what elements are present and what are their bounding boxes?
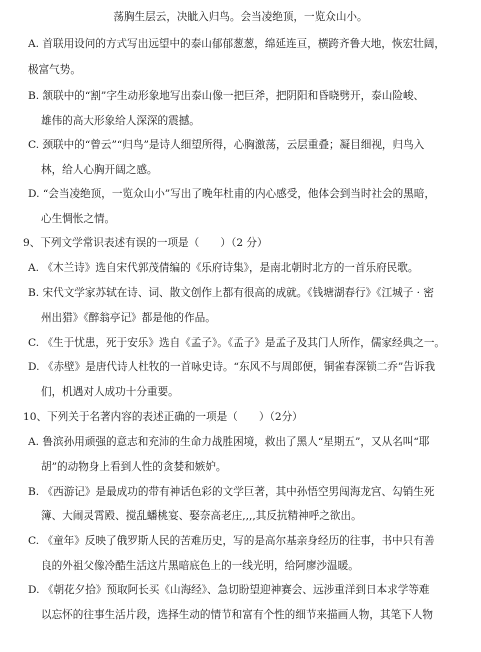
q9-option-c: C. 《生于忧患，死于安乐》选自《孟子》。《孟子》是孟子及其门人所作，儒家经典之一。 (28, 337, 446, 349)
q10-option-a-cont: 胡”的动物身上看到人性的贪婪和嫉妒。 (41, 461, 227, 473)
q8-option-d: D. “会当凌绝顶，一览众山小”写出了晚年杜甫的内心感受，他体会到当时社会的黑暗， (28, 188, 436, 200)
q9-stem: 9、下列文学常识表述有误的一项是（ ）（2 分） (23, 237, 268, 249)
q8-option-c: C. 颈联中的“曾云”“归鸟”是诗人细望所得，心胸激荡，云层重叠；凝目细视，归鸟入 (28, 139, 425, 151)
q10-stem: 10、下列关于名著内容的表述正确的一项是（ ）（2分） (23, 411, 303, 423)
q10-option-a: A. 鲁滨孙用顽强的意志和充沛的生命力战胜困境，救出了黑人“星期五”，又从名叫“耶 (28, 436, 430, 448)
q10-option-b: B. 《西游记》是最成功的带有神话色彩的文学巨著，其中孙悟空男闯海龙宫、勾销生死 (28, 486, 435, 498)
q8-option-a: A. 首联用设问的方式写出远望中的泰山郁郁葱葱，绵延连亘，横跨齐鲁大地，恢宏壮阔， (28, 38, 445, 50)
q9-option-d: D. 《赤壁》是唐代诗人杜牧的一首咏史诗。“东风不与周郎便，铜雀春深锁二乔”告诉我 (28, 361, 436, 373)
q10-option-d-cont: 以忘怀的往事生活片段，选择生动的情节和富有个性的细节来描画人物，其笔下人物 (41, 609, 433, 621)
q8-option-a-cont: 极富气势。 (28, 64, 81, 76)
q8-option-d-cont: 心生惆怅之情。 (41, 213, 116, 225)
q9-option-d-cont: 们，机遇对人成功十分重要。 (41, 386, 179, 398)
q10-option-c: C. 《童年》反映了俄罗斯人民的苦难历史，写的是高尔基亲身经历的往事，书中只有善 (28, 535, 435, 547)
q8-option-b: B. 颔联中的“割”字生动形象地写出泰山像一把巨斧，把阴阳和昏晓劈开，泰山险峻、 (28, 90, 425, 102)
q9-option-b-cont: 州出猎》《醉翁亭记》都是他的作品。 (41, 312, 216, 324)
q9-option-a: A. 《木兰诗》选自宋代郭茂倩编的《乐府诗集》，是南北朝时北方的一首乐府民歌。 (28, 262, 419, 274)
q8-option-c-cont: 林，给人心胸开阔之感。 (41, 164, 158, 176)
q10-option-b-cont: 簿、大闹灵霄殿、搅乱蟠桃宴、娶奈高老庄,,,,其反抗精神呼之欲出。 (41, 510, 362, 522)
q9-option-b: B. 宋代文学家苏轼在诗、词、散文创作上都有很高的成就。《钱塘湖春行》《江城子 · 密 (28, 287, 434, 299)
q8-option-b-cont: 雄伟的高大形象给人深深的震撼。 (41, 115, 200, 127)
q10-option-c-cont: 良的外祖父像冷酷生活这片黑暗底色上的一线光明，给阿廖沙温暖。 (41, 560, 359, 572)
q10-option-d: D. 《朝花夕拾》预取阿长买《山海经》、急切盼望迎神赛会、远涉重洋到日本求学等难 (28, 584, 430, 596)
poem-line: 荡胸生层云，决眦入归鸟。会当凌绝顶，一览众山小。 (113, 11, 368, 23)
